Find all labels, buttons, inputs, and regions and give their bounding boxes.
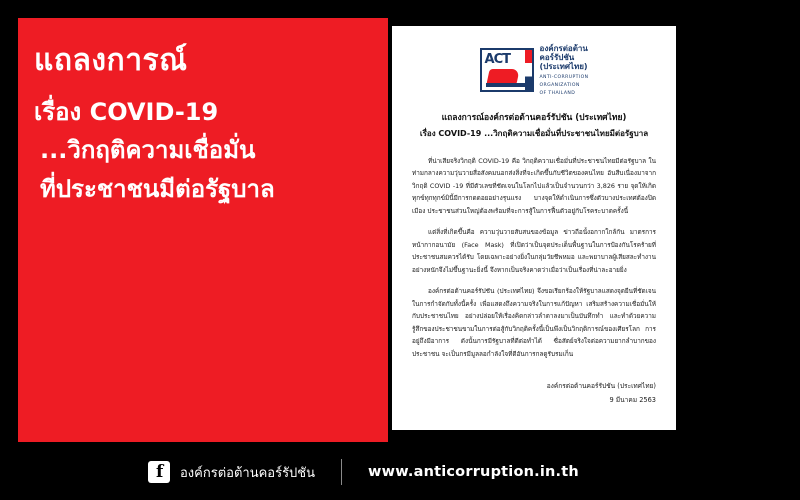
document-signature — [412, 380, 656, 408]
banner-line-2: ...วิกฤติความเชื่อมั่น — [40, 136, 256, 165]
act-logo-mark-text: ACT — [484, 52, 510, 68]
document-paragraph: แต่สิ่งที่เกิดขึ้นคือ ความวุ่นวายสับสนของข้อมูล ข่าวถือนั้งอกากใกล้กัน มาตรการหน้ากากอนามัย (Face Mask) ที่เปิดว่าเป็นจุดประเด็นพื้นฐานในการป้องกันโรคร้ายที่ประชาชนสมควรได้รับ โดยเฉพาะอย่างยิ่งในกลุ่มวัยชีพหมอ และพยาบาลผู้เสียสละทำงานอย่างหนักจึงไม่ขึ้นฐานะยิ่งนี้ จึงหากเป็นจริงคาดว่าเมื่อว่าเป็นเรื่องที่น่าละอายยิ่ง — [412, 228, 656, 274]
signature-organization: องค์กรต่อต้านคอร์รัปชัน (ประเทศไทย) — [546, 382, 656, 391]
banner-text-block — [34, 44, 384, 211]
organization-name-block — [540, 44, 589, 96]
document-paragraph: องค์กรต่อต้านคอร์รัปชัน (ประเทศไทย) จึงขอเรียกร้องให้รัฐบาลแสดงจุดยืนที่ชัดเจนในการกำจัดกับทั้งนี้ครั้ง เพื่อแสดงถึงความจริงในการแก้ปัญหา เสริมสร้างความเชื่อมั่นให้กับประชาชนไทย อย่างปล่อยให้เรื่องคิดกล่าวลำดาลงมาเป็นบันทึกทำ และทำด้วยความรู้สึกของประชาชนขามในการต่อสู้กับวิกฤติครั้งนี้เป็นพึงเป็นวิกฤติการณ์ของเศียรโลก การอยู่ถึงมีอาการ ดังนั้นการมีรัฐบาลที่ดีต่อทำได้ ซื่อสัตย์จริงใจต่อความยากลำบากของประชาชน จะเป็นกรมีมูลลอกำลังใจที่ดีอันการกลดูรับรมเก็น — [412, 287, 656, 358]
website-link[interactable]: www.anticorruption.in.th — [368, 464, 579, 480]
arm-shape-icon — [486, 83, 526, 87]
org-name-th-line3: (ประเทศไทย) — [539, 62, 588, 72]
statement-document — [392, 26, 676, 430]
org-name-en-line3: OF THAILAND — [539, 91, 576, 97]
thai-flag-stripe-icon — [525, 50, 532, 90]
document-subtitle: เรื่อง COVID-19 ...วิกฤติความเชื่อมั่นที่ประชาชนไทยมีต่อรัฐบาล — [419, 129, 649, 138]
banner-line-1: เรื่อง COVID-19 — [34, 97, 219, 126]
footer-divider — [341, 459, 342, 485]
org-name-th-line2: คอร์รัปชัน — [539, 53, 575, 63]
document-title: แถลงการณ์องค์กรต่อต้านคอร์รัปชัน (ประเทศไทย) — [441, 113, 627, 124]
banner-line-3: ที่ประชาชนมีต่อรัฐบาล — [40, 175, 275, 204]
facebook-icon[interactable] — [148, 461, 170, 483]
signature-date: 9 มีนาคม 2563 — [609, 395, 656, 404]
act-logo-icon — [480, 48, 534, 92]
banner-headline: แถลงการณ์ — [34, 43, 188, 78]
facebook-page-label[interactable]: องค์กรต่อต้านคอร์รัปชัน — [180, 465, 316, 481]
organization-logo — [412, 44, 656, 96]
document-paragraph: ที่น่าเสียจริงวิกฤติ COVID-19 คือ วิกฤติความเชื่อมั่นที่ประชาชนไทยมีต่อรัฐบาล ในท่ามกลางความวุ่นวายสื่อสังคมนอกส่งสิ่งที่จะเกิดขึ้นกับชีวิตของคนไทย อันสืบเนื่องมาจากวิกฤติ COVID -19 ที่มีตัวเลขที่ชัดเจนในโลกไปแล้วเป็นจำนวนกว่า 3,826 ราย จุดให้เกิดทุกข์ทุกทุกข์มินี้มีการกดดอยอย่างรุนแรง บางจุดให้ดำเนินการซึ่งตัวบางประเทศต้องปิดเมือง ประชาชนส่วนใหญ่ต้องพร้อมที่จะการสู้ในการฟื้นตัวอยู่กับโรคระบาดครั้งนี้ — [412, 156, 656, 215]
footer-content — [148, 459, 579, 485]
org-name-en-line1: ANTI-CORRUPTION — [539, 74, 589, 80]
footer-bar — [0, 444, 800, 500]
org-name-en-line2: ORGANIZATION — [539, 82, 580, 88]
org-name-th-line1: องค์กรต่อต้าน — [539, 44, 588, 53]
